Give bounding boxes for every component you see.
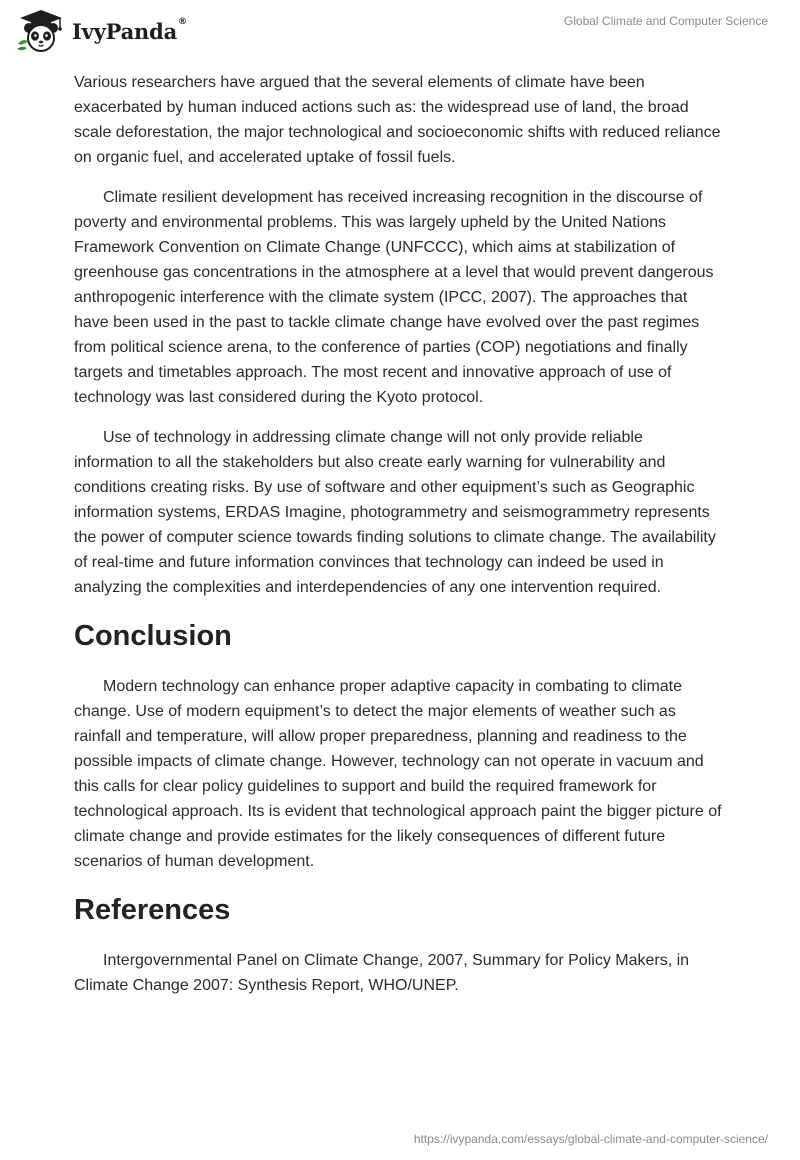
registered-mark: ® — [178, 16, 187, 27]
paragraph-intro-2: Climate resilient development has received increasing recognition in the discourse of poverty and environmental problems. This was largely upheld by the United Nations Framework Convention on Climate Change (UNFCCC), which aims at stabilization of greenhouse gas concentrations in the atmosphere at a level that would prevent dangerous anthropogenic interference with the climate system (IPCC, 2007). The approaches that have been used in the past to tackle climate change have evolved over the past regimes from political science arena, to the conference of parties (COP) negotiations and finally targets and timetables approach. The most recent and innovative approach of use of technology was last considered during the Kyoto protocol. — [74, 189, 714, 406]
site-logo[interactable] — [14, 8, 187, 54]
document-title: Global Climate and Computer Science — [563, 14, 768, 28]
page-header — [0, 0, 800, 60]
conclusion-heading: Conclusion — [74, 620, 232, 652]
conclusion-paragraph: Modern technology can enhance proper adaptive capacity in combating to climate change. Use of modern equipment’s to detect the major elements of weather such as rainfall and temperature, will allow proper preparedness, planning and readiness to the possible impacts of climate change. However, technology can not operate in vacuum and this calls for clear policy guidelines to support and build the required framework for technological approach. Its is evident that technological approach paint the bigger picture of climate change and provide estimates for the likely consequences of different future scenarios of human development. — [74, 678, 722, 870]
reference-item: Intergovernmental Panel on Climate Change, 2007, Summary for Policy Makers, in Climate Change 2007: Synthesis Report, WHO/UNEP. — [74, 952, 690, 994]
paragraph-intro-1: Various researchers have argued that the several elements of climate have been exacerbated by human induced actions such as: the widespread use of land, the broad scale deforestation, the major technological and socioeconomic shifts with reduced reliance on organic fuel, and accelerated uptake of fossil fuels. — [74, 74, 721, 166]
references-heading: References — [74, 894, 231, 926]
source-url-link[interactable]: https://ivypanda.com/essays/global-climate-and-computer-science/ — [413, 1132, 768, 1146]
panda-mascot-icon — [14, 8, 68, 54]
paragraph-intro-3: Use of technology in addressing climate change will not only provide reliable information to all the stakeholders but also create early warning for vulnerability and conditions creating risks. By use of software and other equipment’s such as Geographic information systems, ERDAS Imagine, photogrammetry and seismogrammetry represents the power of computer science towards finding solutions to climate change. The availability of real-time and future information convinces that technology can indeed be used in analyzing the complexities and interdependencies of any one intervention required. — [74, 429, 716, 596]
article-body — [74, 70, 724, 1013]
brand-name: IvyPanda® — [72, 16, 187, 44]
